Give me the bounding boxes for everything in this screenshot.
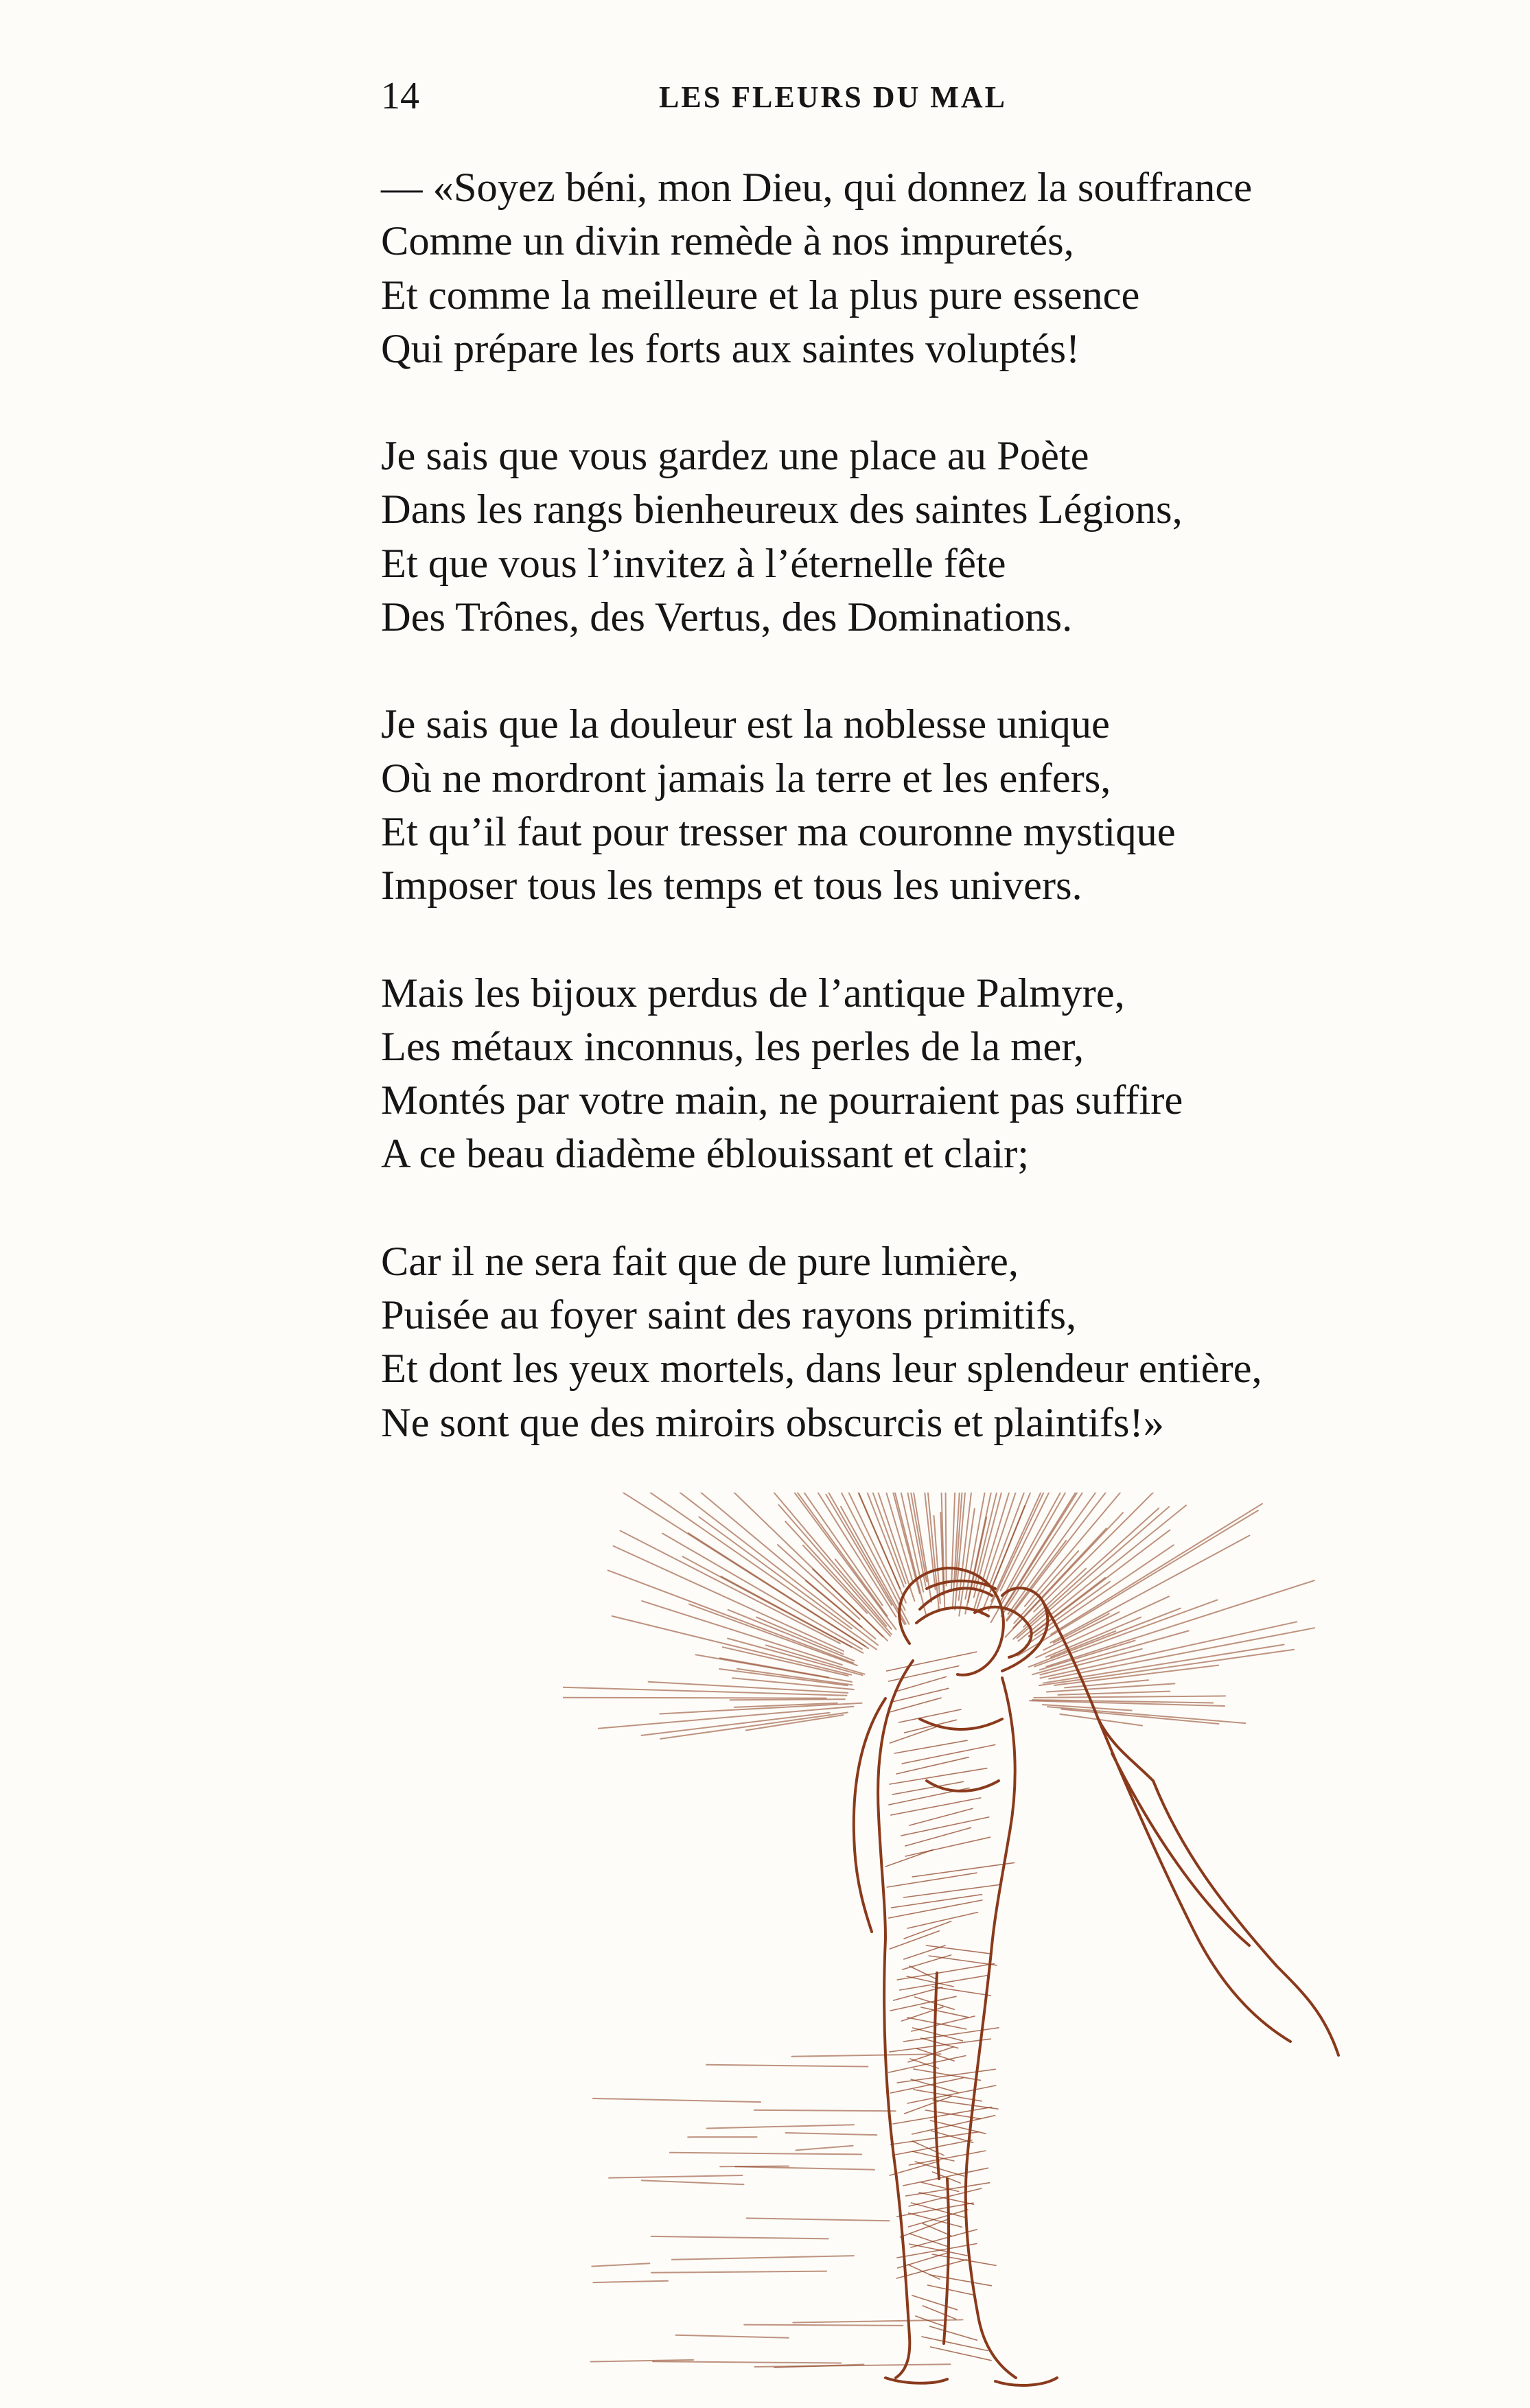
verse-line: Car il ne sera fait que de pure lumière, [381,1238,1019,1285]
verse-line: Mais les bijoux perdus de l’antique Palmyre, [381,970,1125,1016]
ground-stroke [796,2146,853,2151]
verse-line: Et qu’il faut pour tresser ma couronne mystique [381,808,1176,855]
verse-line: Et comme la meilleure et la plus pure essence [381,272,1140,318]
ground-stroke [593,2281,668,2282]
hatch-stroke [926,1945,992,1954]
chest-line [920,1719,1002,1791]
hatch-stroke [890,1727,938,1743]
ground-stroke [675,2335,788,2338]
ground-stroke [707,2125,854,2128]
left-leg [884,1939,909,2378]
ground-stroke [706,2065,868,2067]
hatch-stroke [909,2210,968,2227]
torso-right [992,1678,1015,1945]
hatch-stroke [914,2090,982,2101]
hatch-stroke [930,2120,986,2134]
feet [885,2378,1057,2385]
ground-stroke [792,2054,941,2057]
verse-line: — «Soyez béni, mon Dieu, qui donnez la souffrance [381,165,1253,211]
hatch-stroke [887,1873,977,1887]
light-ray [1058,1692,1170,1695]
ground-stroke [754,2110,896,2111]
ground-stroke [593,2099,761,2102]
standing-figure [854,1568,1338,2385]
light-ray [642,1601,842,1665]
hatch-stroke [899,1709,962,1722]
verse-line: Montés par votre main, ne pourraient pas suffire [381,1077,1183,1124]
ground-stroke [592,2263,649,2266]
hatch-stroke [893,2107,992,2124]
light-ray [1050,1536,1249,1643]
light-ray [563,1687,846,1696]
verse-line: Et que vous l’invitez à l’éternelle fête [381,540,1006,587]
verse-line: Ne sont que des miroirs obscurcis et plaintifs!» [381,1399,1164,1446]
hatch-stroke [885,1850,933,1867]
hatch-stroke [933,2100,998,2109]
light-ray [1047,1707,1245,1723]
hatch-stroke [932,1987,990,1996]
hatch-stroke [892,1781,964,1795]
poem-body [381,161,1383,1504]
light-ray [1017,1507,1169,1638]
light-ray [662,1534,862,1650]
verse-line: Les métaux inconnus, les perles de la mer, [381,1023,1085,1070]
hatch-stroke [923,2223,951,2236]
hatch-stroke [902,2007,943,2021]
stanza [381,698,1383,913]
light-ray [1061,1709,1218,1724]
verse-line: Je sais que vous gardez une place au Poète [381,433,1089,480]
verse-line: Comme un divin remède à nos impuretés, [381,218,1074,265]
hatch-stroke [891,1798,981,1815]
hatch-stroke [908,2265,940,2279]
hatch-stroke [890,2161,940,2175]
ground-stroke [793,2319,962,2322]
stanza [381,161,1383,376]
hatch-stroke [930,2326,977,2340]
hatch-stroke [905,1720,957,1733]
light-ray [945,1493,947,1586]
hatch-stroke [922,2337,988,2351]
verse-line: Qui prépare les forts aux saintes voluptés! [381,325,1080,372]
hatch-stroke [928,2285,975,2295]
ground-stroke [609,2175,742,2178]
radiating-light-rays [563,1493,1314,2368]
hatch-stroke [907,1913,977,1928]
hatch-stroke [889,1900,982,1918]
right-leg [966,1945,1016,2378]
hatch-stroke [890,1698,941,1712]
ground-stroke [786,2133,877,2135]
ground-stroke [651,2271,826,2273]
light-ray [1026,1545,1174,1645]
page-number: 14 [381,75,419,117]
hatch-stroke [894,1740,967,1753]
hatch-stroke [930,2275,991,2286]
hatch-stroke [905,1837,990,1856]
verse-line: Des Trônes, des Vertus, des Dominations. [381,594,1073,641]
hatch-stroke [912,2151,954,2161]
hatch-stroke [907,2085,996,2103]
hatch-stroke [912,2141,944,2155]
hatch-stroke [904,1884,1002,1897]
hatch-stroke [890,1768,987,1784]
ground-stroke [672,2256,854,2260]
ground-stroke [642,2180,744,2184]
hatch-stroke [896,1757,969,1774]
ground-stroke [747,2218,890,2221]
verse-line: Je sais que la douleur est la noblesse unique [381,701,1110,748]
stanza [381,967,1383,1182]
verse-line: Et dont les yeux mortels, dans leur splendeur entière, [381,1346,1262,1392]
ground-stroke [651,2236,828,2239]
verse-line: Dans les rangs bienheureux des saintes Légions, [381,487,1183,533]
ground-stroke [653,2361,841,2363]
poet-figure-illustration [563,1493,1414,2402]
ink-sketch [563,1493,1414,2402]
hatch-stroke [901,1817,989,1836]
light-ray [614,1546,844,1651]
ground-stroke [670,2153,861,2155]
running-title: LES FLEURS DU MAL [659,80,1007,114]
light-ray [730,1699,845,1700]
hatch-stroke [892,1895,982,1908]
light-ray [779,1505,892,1635]
hatch-stroke [887,1652,977,1671]
ground-stroke [735,2166,874,2169]
flowing-drapery [1098,1719,1338,2055]
hatch-stroke [890,2132,978,2144]
verse-line: A ce beau diadème éblouissant et clair; [381,1131,1030,1178]
light-ray [660,1713,848,1739]
light-ray [1034,1696,1225,1698]
light-ray [1004,1493,1109,1609]
hatch-stroke [896,1676,946,1692]
light-ray [762,1493,905,1624]
light-ray [1018,1510,1258,1656]
hatch-stroke [932,2254,996,2265]
hanging-arm [854,1698,885,1932]
hatch-stroke [912,2295,958,2310]
verse-line: Imposer tous les temps et tous les univers. [381,863,1082,909]
hatch-stroke [907,2018,966,2029]
stanza [381,1235,1383,1450]
stanza [381,430,1383,644]
verse-line: Puisée au foyer saint des rayons primitifs, [381,1292,1077,1339]
hatch-stroke [929,1956,997,1965]
hatch-stroke [912,2203,966,2217]
ground-stroke [744,2325,903,2326]
hatch-stroke [902,1745,995,1764]
verse-line: Où ne mordront jamais la terre et les enfers, [381,755,1111,802]
